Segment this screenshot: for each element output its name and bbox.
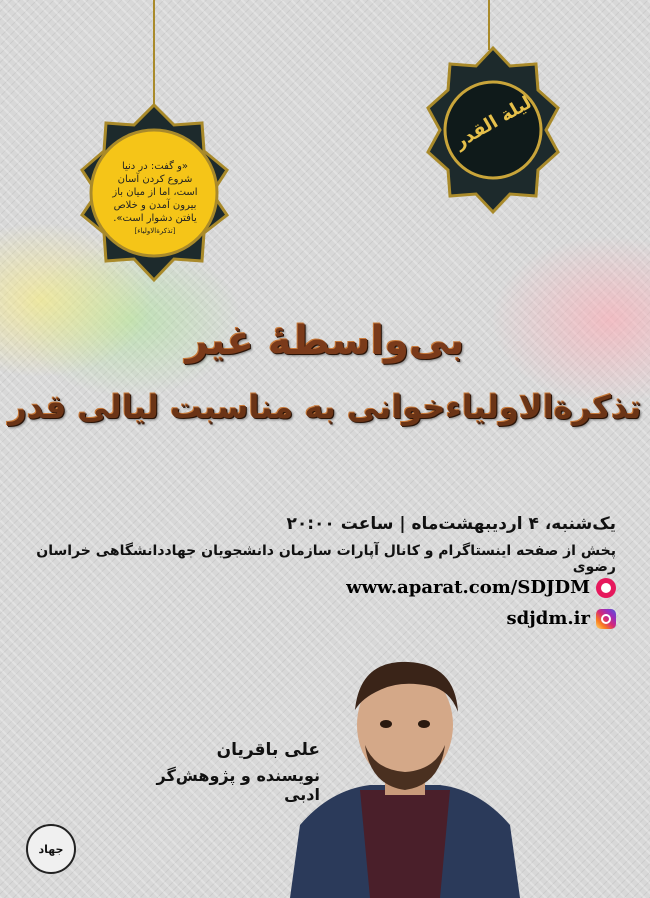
quote-line: بیرون آمدن و خلاص: [113, 200, 197, 211]
event-date-time: یک‌شنبه، ۴ اردیبهشت‌ماه | ساعت ۲۰:۰۰: [286, 514, 616, 534]
page-subtitle: تذکرة‌الاولیاءخوانی به مناسبت لیالی قدر: [8, 388, 642, 426]
quote-line: شروع کردن آسان: [117, 174, 193, 185]
page-title: بی‌واسطهٔ غیر: [185, 318, 465, 364]
quote-source: [تذکرة‌الاولیاء]: [134, 227, 176, 235]
quote-line: است، اما از میان باز: [112, 187, 198, 198]
speaker-name: علی باقریان: [216, 740, 320, 760]
speaker-photo: [290, 650, 520, 898]
aparat-link[interactable]: www.aparat.com/SDJDM: [346, 577, 590, 598]
quote-line: یافتن دشوار است».: [113, 213, 197, 224]
calligraphy-text: لیلة القدر: [450, 92, 536, 153]
instagram-link[interactable]: sdjdm.ir: [506, 608, 590, 629]
aparat-icon: [596, 578, 616, 598]
instagram-link-row[interactable]: [507, 608, 616, 629]
organization-logo: [26, 824, 76, 874]
quote-line: «و گفت: در دنیا: [121, 161, 189, 172]
lantern-chain-left: [153, 0, 155, 105]
logo-text: جهاد: [38, 842, 64, 856]
instagram-icon: [596, 609, 616, 629]
quote-text: [95, 160, 215, 238]
aparat-link-row[interactable]: [346, 577, 616, 598]
speaker-role: نویسنده و پژوهش‌گر ادبی: [156, 766, 320, 804]
event-description: پخش از صفحه اینستاگرام و کانال آپارات سازمان دانشجویان جهاددانشگاهی خراسان رضوی: [36, 543, 616, 575]
